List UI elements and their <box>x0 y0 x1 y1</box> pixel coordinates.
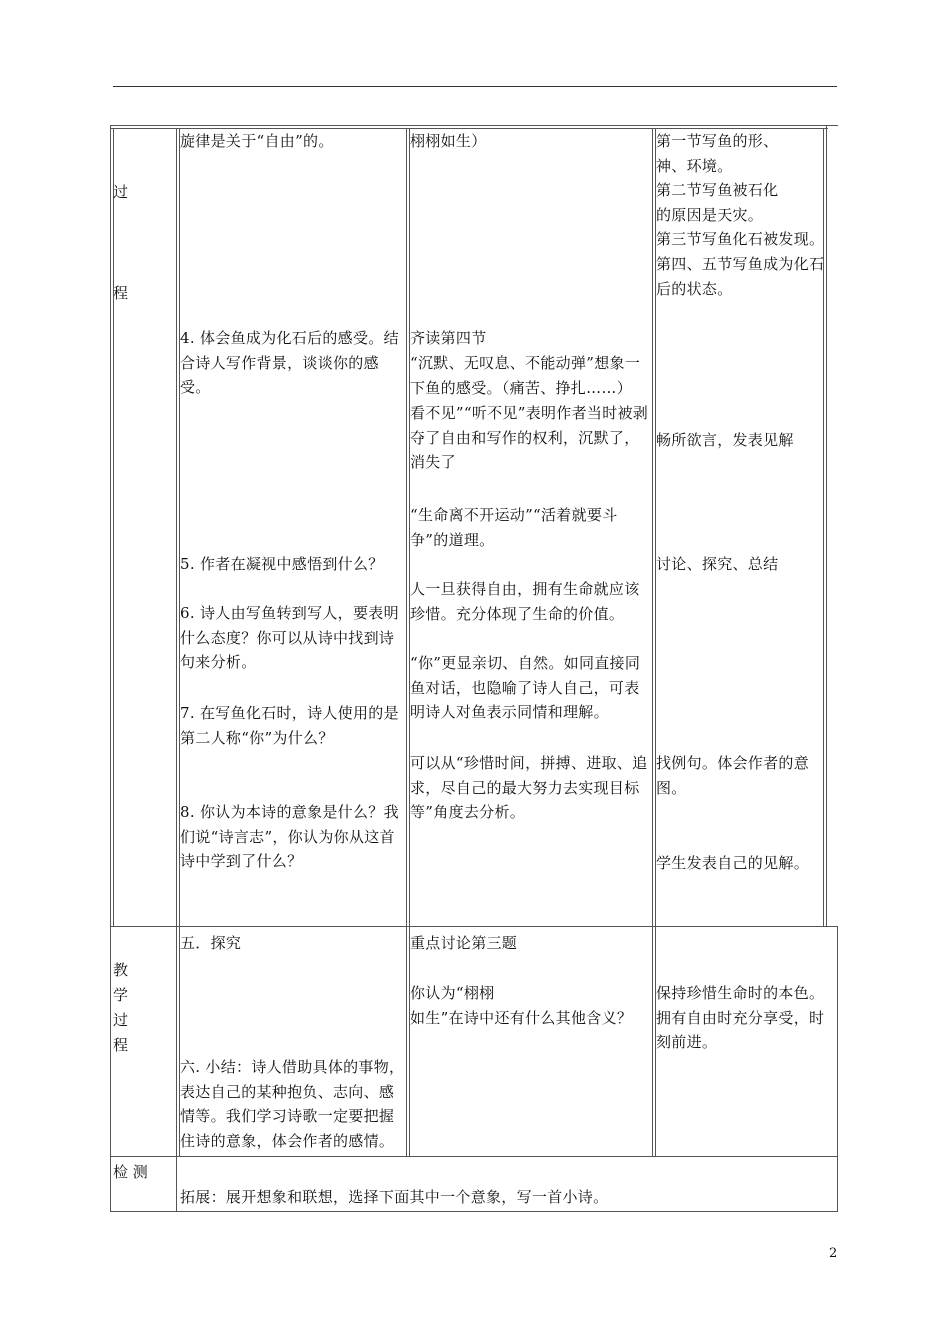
s2c2-question-1: 你认为“栩栩 <box>410 984 495 1002</box>
s1c1-line-1: 旋律是关于“自由”的。 <box>180 132 334 150</box>
table-bottom-border <box>110 1211 838 1212</box>
s1c3-line-4: 的原因是天灾。 <box>656 205 764 224</box>
s1c3-line-2: 神、环境。 <box>656 156 733 175</box>
table-left-border <box>110 125 111 1212</box>
table-left-border-inner <box>113 128 114 926</box>
s1c2-freedom: 人一旦获得自由，拥有生命就应该珍惜。充分体现了生命的价值。 <box>410 580 640 623</box>
section1-label-char-1: 过 <box>113 183 129 201</box>
col-divider-1 <box>176 128 177 1211</box>
section2-label-char-1: 教 <box>113 961 129 979</box>
section3-content: 拓展：展开想象和联想，选择下面其中一个意象，写一首小诗。 <box>180 1188 609 1206</box>
s1c3-line-1: 第一节写鱼的形、 <box>656 132 779 150</box>
s1c1-item-4: 4. 体会鱼成为化石后的感受。结合诗人写作背景，谈谈你的感受。 <box>180 329 399 397</box>
s1c3-stanza-notes <box>656 129 826 301</box>
s1c3-line-6: 第四、五节写鱼成为化石后的状态。 <box>656 254 825 298</box>
s1c1-item-6: 6. 诗人由写鱼转到写人，要表明什么态度？你可以从诗中找到诗句来分析。 <box>180 604 399 672</box>
table-right-border <box>837 926 838 1212</box>
s1c2-reading: 齐读第四节 <box>410 329 487 347</box>
row-divider-1 <box>110 926 838 927</box>
s2c1-summary: 六. 小结：诗人借助具体的事物，表达自己的某种抱负、志向、感情等。我们学习诗歌一定要把握住诗的意象，体会作者的感情。 <box>180 1058 405 1150</box>
s1c2-cannot-see: 看不见”“听不见”表明作者当时被剥夺了自由和写作的权利，沉默了，消失了 <box>410 404 649 472</box>
section1-label-char-2: 程 <box>113 284 129 302</box>
s1c3-line-5: 第三节写鱼化石被发现。 <box>656 230 825 249</box>
s1c1-item-7: 7. 在写鱼化石时，诗人使用的是第二人称“你”为什么？ <box>180 704 399 747</box>
s1c1-item-8: 8. 你认为本诗的意象是什么？我们说“诗言志”，你认为你从这首诗中学到了什么？ <box>180 803 399 871</box>
s1c3-express: 畅所欲言，发表见解 <box>656 431 794 449</box>
table-top-border <box>110 125 838 126</box>
table-right-border-inner-2 <box>826 125 827 926</box>
s1c3-discuss: 讨论、探究、总结 <box>656 555 779 573</box>
s1c1-item-5: 5. 作者在凝视中感悟到什么？ <box>180 555 384 573</box>
header-rule <box>113 86 837 87</box>
s1c2-angle: 可以从“珍惜时间，拼搏、进取、追求，尽自己的最大努力去实现目标等”角度去分析。 <box>410 754 648 822</box>
s1c3-students: 学生发表自己的见解。 <box>656 854 810 872</box>
s1c2-second-person: “你”更显亲切、自然。如同直接同鱼对话，也隐喻了诗人自己，可表明诗人对鱼表示同情和理解。 <box>410 654 641 722</box>
s2c2-focus: 重点讨论第三题 <box>410 934 518 952</box>
section2-label-char-4: 程 <box>113 1036 129 1054</box>
s1c3-line-3: 第二节写鱼被石化 <box>656 181 779 200</box>
s1c2-imagine: “沉默、无叹息、不能动弹”想象一下鱼的感受。（痛苦、挣扎……） <box>410 354 641 397</box>
section3-label: 检 测 <box>113 1163 148 1181</box>
s1c3-examples: 找例句。体会作者的意图。 <box>656 754 810 797</box>
s2c-line-1: 栩栩如生） <box>410 132 487 150</box>
s2c3-answer: 保持珍惜生命时的本色。拥有自由时充分享受，时刻前进。 <box>656 984 825 1052</box>
s2c1-explore: 五．探究 <box>180 934 242 952</box>
page-number: 2 <box>829 1246 838 1261</box>
s1c2-life-motion: “生命离不开运动”“活着就要斗争”的道理。 <box>410 506 618 549</box>
s2c2-question-2: 如生”在诗中还有什么其他含义？ <box>410 1009 633 1027</box>
section2-label-char-2: 学 <box>113 986 129 1004</box>
row-divider-2 <box>110 1156 838 1157</box>
section2-label-char-3: 过 <box>113 1011 129 1029</box>
section1-col1 <box>180 129 408 154</box>
